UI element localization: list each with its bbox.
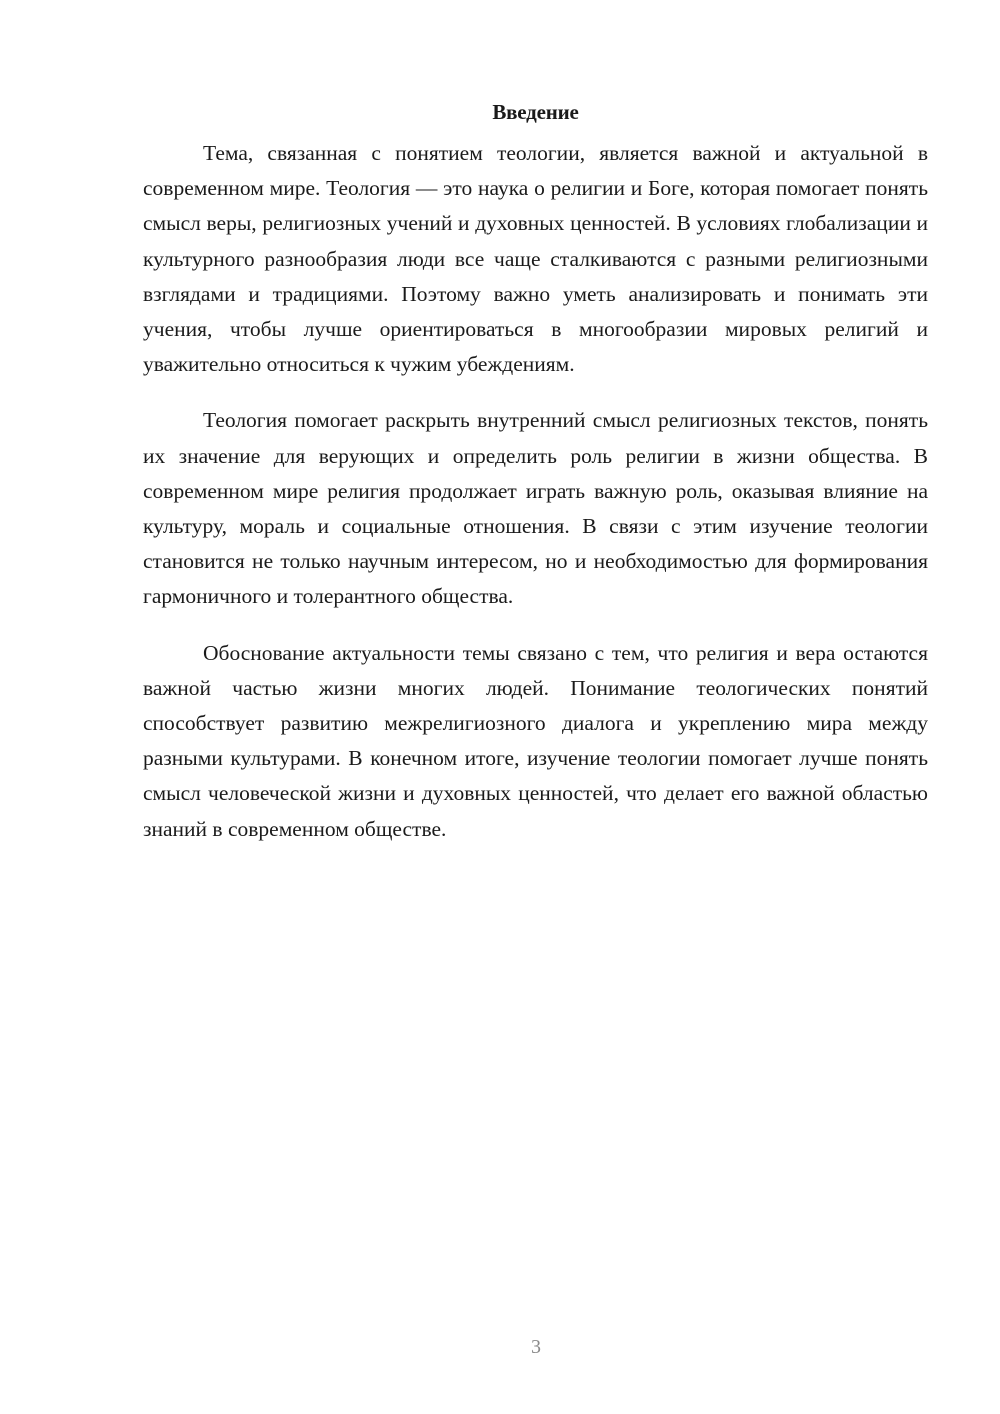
section-heading: Введение (492, 100, 579, 124)
page-content (143, 96, 928, 847)
paragraph-1: Тема, связанная с понятием теологии, является важной и актуальной в современном мире. Теология — это наука о религии и Боге, которая помогает понять смысл веры, религиозных учений и духовных ценностей. В условиях глобализации и культурного разнообразия люди все чаще сталкиваются с разными религиозными взглядами и традициями. Поэтому важно уметь анализировать и понимать эти учения, чтобы лучше ориентироваться в многообразии мировых религий и уважительно относиться к чужим убеждениям. (143, 141, 928, 377)
paragraph-2: Теология помогает раскрыть внутренний смысл религиозных текстов, понять их значение для верующих и определить роль религии в жизни общества. В современном мире религия продолжает играть важную роль, оказывая влияние на культуру, мораль и социальные отношения. В связи с этим изучение теологии становится не только научным интересом, но и необходимостью для формирования гармоничного и толерантного общества. (143, 408, 928, 609)
paragraph-3: Обоснование актуальности темы связано с тем, что религия и вера остаются важной частью жизни многих людей. Понимание теологических понятий способствует развитию межрелигиозного диалога и укреплению мира между разными культурами. В конечном итоге, изучение теологии помогает лучше понять смысл человеческой жизни и духовных ценностей, что делает его важной областью знаний в современном обществе. (143, 640, 928, 841)
page-number: 3 (531, 1336, 541, 1358)
